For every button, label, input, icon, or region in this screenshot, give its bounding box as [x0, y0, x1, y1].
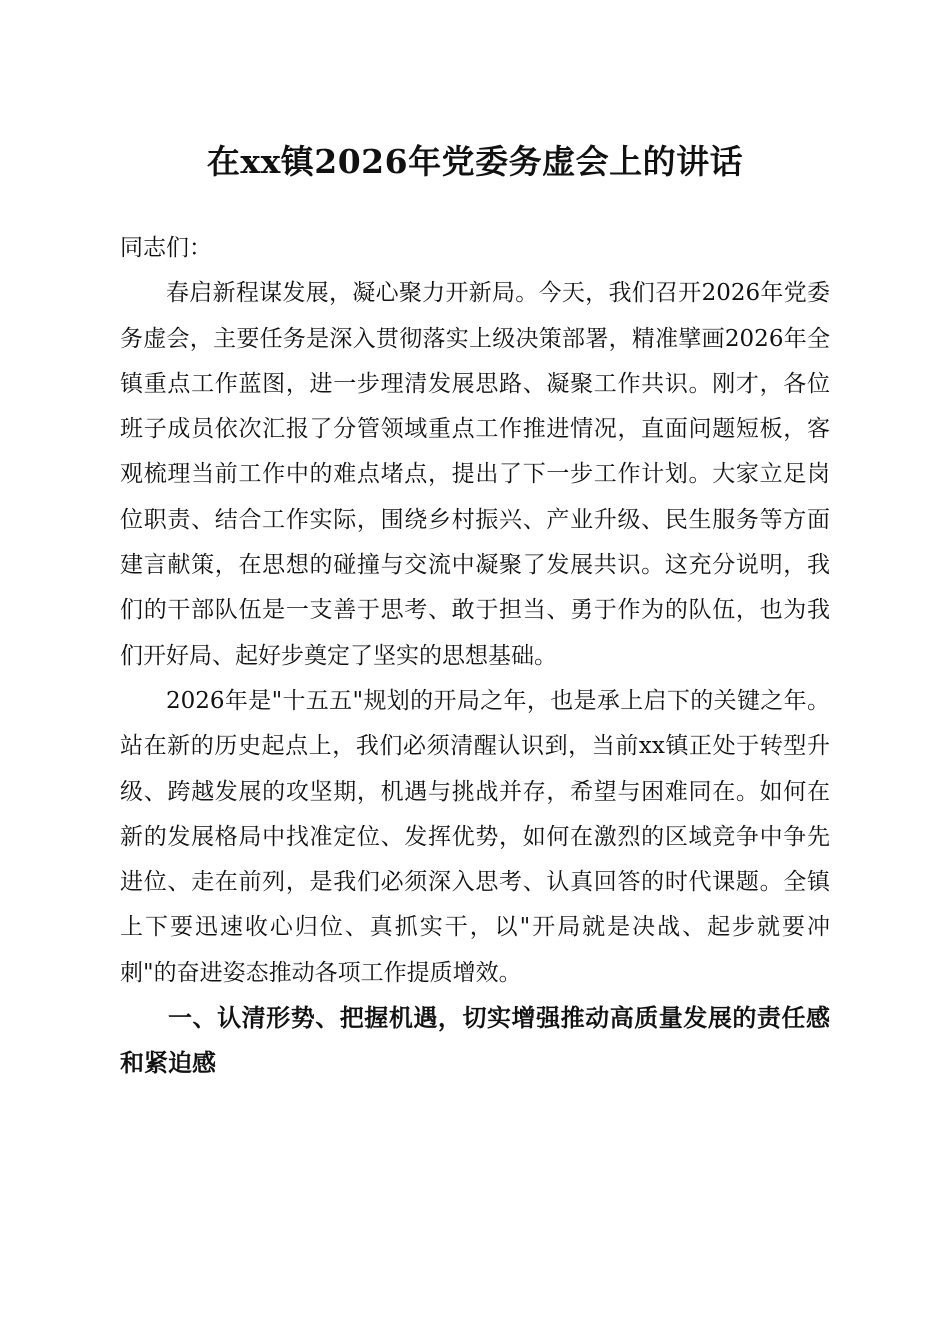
document-page	[120, 0, 830, 1087]
document-title: 在xx镇2026年党委务虚会上的讲话	[206, 142, 744, 181]
paragraph-situation: 2026年是"十五五"规划的开局之年，也是承上启下的关键之年。站在新的历史起点上，我们必须清醒认识到，当前xx镇正处于转型升级、跨越发展的攻坚期，机遇与挑战并存，希望与困难同在。如何在新的发展格局中找准定位、发挥优势，如何在激烈的区域竞争中争先进位、走在前列，是我们必须深入思考、认真回答的时代课题。全镇上下要迅速收心归位、真抓实干，以"开局就是决战、起步就要冲刺"的奋进姿态推动各项工作提质增效。	[120, 687, 830, 986]
salutation: 同志们：	[120, 235, 212, 261]
section-heading-1: 一、认清形势、把握机遇，切实增强推动高质量发展的责任感和紧迫感	[120, 1004, 830, 1078]
paragraph-opening: 春启新程谋发展，凝心聚力开新局。今天，我们召开2026年党委务虚会，主要任务是深入贯彻落实上级决策部署，精准擘画2026年全镇重点工作蓝图，进一步理清发展思路、凝聚工作共识。刚才，各位班子成员依次汇报了分管领域重点工作推进情况，直面问题短板，客观梳理当前工作中的难点堵点，提出了下一步工作计划。大家立足岗位职责、结合工作实际，围绕乡村振兴、产业升级、民生服务等方面建言献策，在思想的碰撞与交流中凝聚了发展共识。这充分说明，我们的干部队伍是一支善于思考、敢于担当、勇于作为的队伍，也为我们开好局、起好步奠定了坚实的思想基础。	[120, 280, 830, 669]
